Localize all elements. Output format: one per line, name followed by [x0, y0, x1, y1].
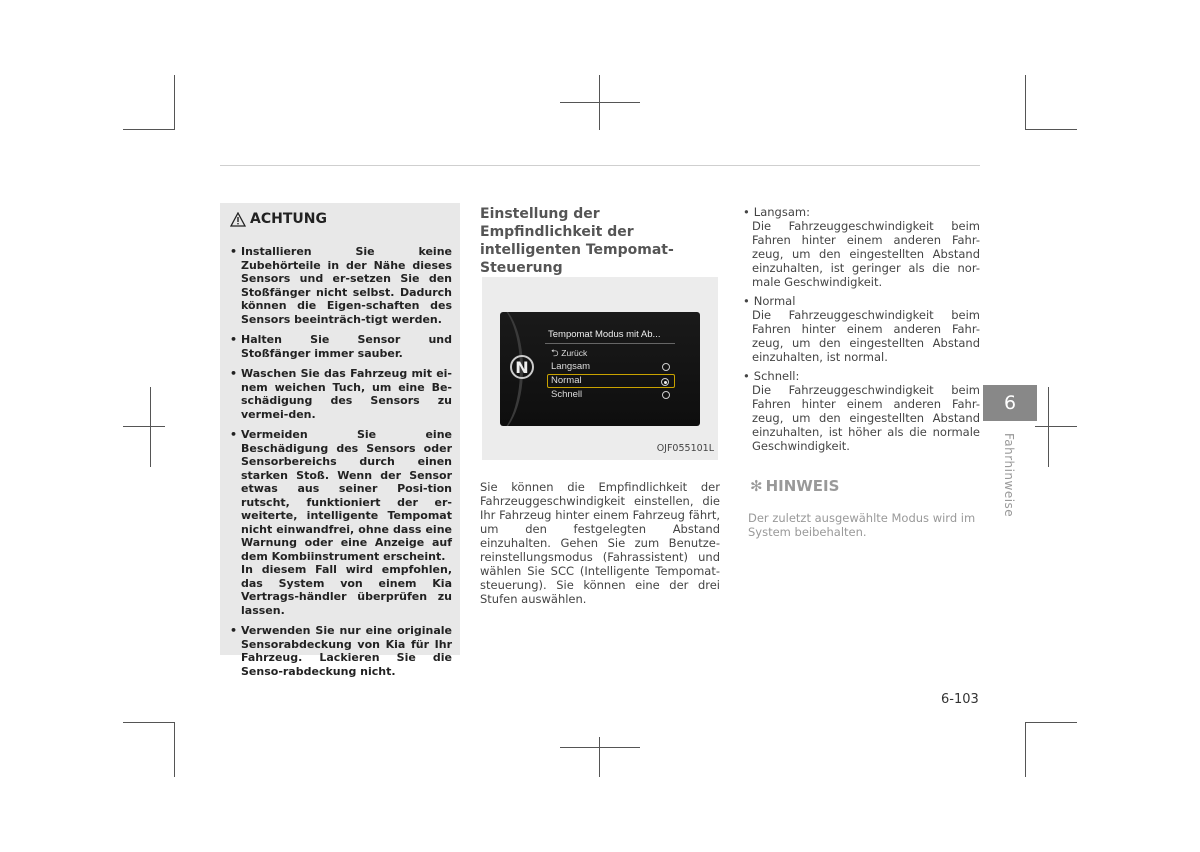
warning-item-extra: In diesem Fall wird empfohlen, das System von einem Kia Vertrags-händler überprüfen zu lassen. — [241, 563, 452, 617]
mode-list — [743, 205, 980, 458]
gear-indicator: N — [510, 355, 534, 379]
menu-back: ⮌ Zurück — [551, 348, 588, 359]
warning-box — [220, 203, 460, 678]
radio-selected-icon — [661, 378, 669, 386]
warning-item: • Vermeiden Sie eine Beschädigung des Sensors oder Sensorbereichs durch einen starken Stoß. Wenn der Sensor etwas aus seiner Posi-tion rutscht, funktioniert der er-weiterte, intelligente Tempomat nicht einwandfrei, ohne dass eine Warnung oder eine Anzeige auf dem Kombiinstrument erscheint. In diesem Fall wird empfohlen, das System von einem Kia Vertrags-händler überprüfen zu lassen. — [230, 428, 452, 617]
warning-title — [230, 211, 452, 227]
warning-item: • Halten Sie Sensor und Stoßfänger immer sauber. — [230, 333, 452, 360]
back-arrow-icon: ⮌ — [551, 348, 559, 359]
menu-option-schnell: Schnell — [545, 388, 675, 402]
page-number: 6-103 — [941, 692, 979, 707]
mode-label: Normal — [753, 294, 796, 308]
header-rule — [220, 165, 980, 166]
chapter-label: Fahrhinweise — [1002, 433, 1016, 518]
warning-list — [230, 245, 452, 678]
instrument-cluster-figure — [482, 277, 718, 460]
mode-item: • Normal Die Fahrzeuggeschwindigkeit beim Fahren hinter einem anderen Fahr-zeug, um den eingestellten Abstand einzuhalten, ist normal. — [743, 294, 980, 364]
warning-item: • Installieren Sie keine Zubehörteile in der Nähe dieses Sensors und er-setzen Sie den Stoßfänger nicht selbst. Dadurch können die Eigen-schaften des Sensors beeinträch-tigt werden. — [230, 245, 452, 326]
mode-label: Schnell: — [753, 369, 800, 383]
radio-icon — [662, 391, 670, 399]
mode-item: • Schnell: Die Fahrzeuggeschwindigkeit beim Fahren hinter einem anderen Fahr-zeug, um den eingestellten Abstand einzuhalten, ist höher als die normale Geschwindigkeit. — [743, 369, 980, 453]
figure-code: OJF055101L — [656, 443, 714, 454]
warning-triangle-icon — [230, 212, 246, 227]
menu-option-langsam: Langsam — [545, 360, 675, 374]
menu-option-normal: Normal — [547, 374, 675, 388]
asterisk-icon: ✻ — [750, 477, 763, 495]
menu-title: Tempomat Modus mit Ab... — [545, 327, 675, 344]
mode-desc: Die Fahrzeuggeschwindigkeit beim Fahren hinter einem anderen Fahr-zeug, um den eingestellten Abstand einzuhalten, ist geringer als die nor-male Geschwindigkeit. — [752, 219, 980, 289]
note-title: ✻ HINWEIS — [750, 477, 840, 495]
mode-desc: Die Fahrzeuggeschwindigkeit beim Fahren hinter einem anderen Fahr-zeug, um den eingestellten Abstand einzuhalten, ist normal. — [752, 308, 980, 364]
chapter-tab: 6 — [983, 385, 1037, 421]
section-title: Einstellung der Empfindlichkeit der intelligenten Tempomat-Steuerung — [480, 206, 674, 276]
warning-item: • Waschen Sie das Fahrzeug mit ei-nem weichen Tuch, um eine Be-schädigung des Sensors zu vermei-den. — [230, 367, 452, 421]
warning-item: • Verwenden Sie nur eine originale Sensorabdeckung von Kia für Ihr Fahrzeug. Lackieren Sie die Senso-rabdeckung nicht. — [230, 624, 452, 678]
radio-icon — [662, 363, 670, 371]
section-body: Sie können die Empfindlichkeit der Fahrzeuggeschwindigkeit einstellen, die Ihr Fahrzeug hinter einem Fahrzeug fährt, um den festgelegten Abstand einzuhalten. Gehen Sie zum Benutze-reinstellungsmodus (Fahrassistent) und wählen Sie SCC (Intelligente Tempomat-steuerung). Sie können eine der drei Stufen auswählen. — [480, 480, 720, 606]
note-text: Der zuletzt ausgewählte Modus wird im System beibehalten. — [748, 511, 976, 539]
mode-label: Langsam: — [753, 205, 810, 219]
warning-title-text: ACHTUNG — [250, 211, 327, 227]
mode-desc: Die Fahrzeuggeschwindigkeit beim Fahren hinter einem anderen Fahr-zeug, um den eingestellten Abstand einzuhalten, ist höher als die normale Geschwindigkeit. — [752, 383, 980, 453]
cluster-menu — [545, 327, 675, 402]
cluster-screen — [500, 312, 700, 426]
mode-item: • Langsam: Die Fahrzeuggeschwindigkeit beim Fahren hinter einem anderen Fahr-zeug, um den eingestellten Abstand einzuhalten, ist geringer als die nor-male Geschwindigkeit. — [743, 205, 980, 289]
